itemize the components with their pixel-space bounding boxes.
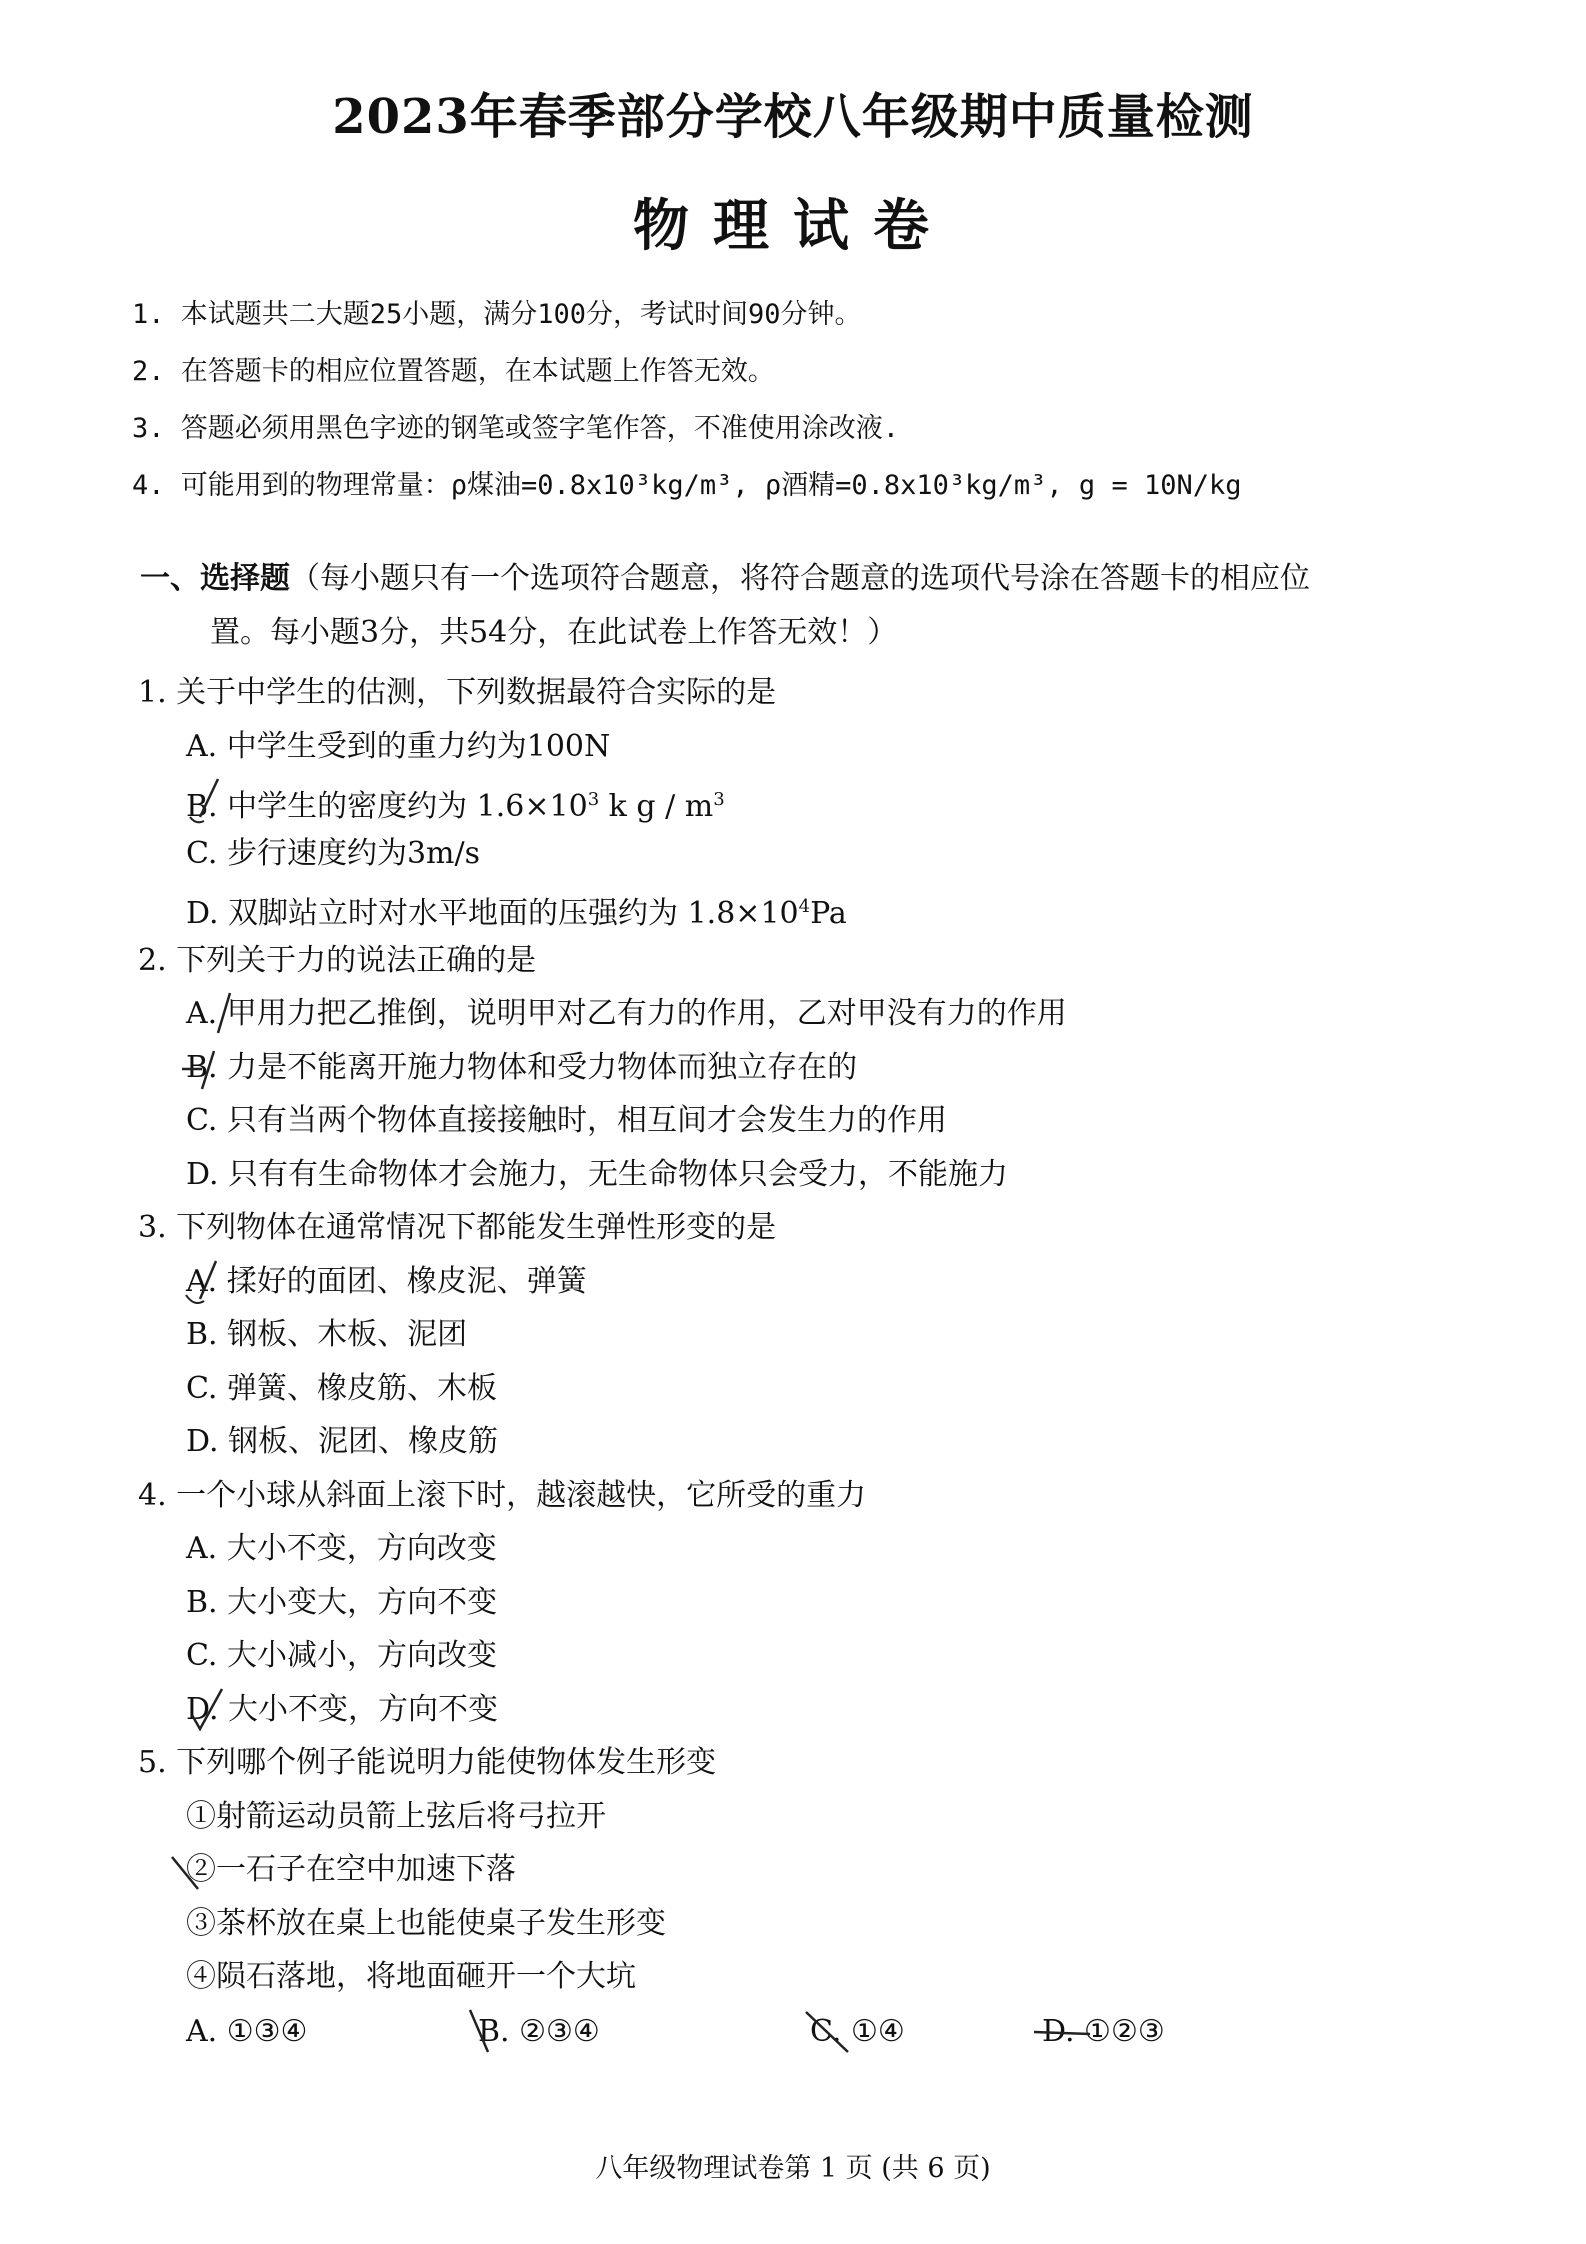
q4-stem: 4. 一个小球从斜面上滚下时，越滚越快，它所受的重力	[138, 1477, 867, 1513]
note-3: 3. 答题必须用黑色字迹的钢笔或签字笔作答，不准使用涂改液.	[132, 413, 900, 444]
q3-option-d: D. 钢板、泥团、橡皮筋	[186, 1424, 499, 1459]
q2-option-c: C. 只有当两个物体直接接触时，相互间才会发生力的作用	[186, 1103, 947, 1138]
q1-option-d-text: D. 双脚站立时对水平地面的压强约为 1.8×10	[186, 896, 799, 931]
q1-option-b-text: B. 中学生的密度约为 1.6×10	[186, 789, 588, 824]
section-header	[140, 552, 1450, 660]
q3-stem: 3. 下列物体在通常情况下都能发生弹性形变的是	[138, 1210, 777, 1245]
q5-option-c: C. ①④	[810, 2013, 905, 2049]
q5-options	[0, 2004, 1586, 2060]
q3-option-a	[0, 1255, 1586, 1309]
q5-stem: 5. 下列哪个例子能说明力能使物体发生形变	[138, 1745, 717, 1780]
section-instructions-b: 置。每小题3分，共54分，在此试卷上作答无效！）	[210, 615, 898, 650]
q4-option-c: C. 大小减小，方向改变	[186, 1638, 497, 1673]
q1-option-d-unit: Pa	[810, 896, 847, 931]
q5-option-d: D. ①②③	[1042, 2013, 1165, 2049]
q2-option-b-text: B. 力是不能离开施力物体和受力物体而独立存在的	[186, 1049, 858, 1085]
q2-option-d: D. 只有有生命物体才会施力，无生命物体只会受力，不能施力	[186, 1156, 1009, 1192]
q2-option-a-text: A. 甲用力把乙推倒，说明甲对乙有力的作用，乙对甲没有力的作用	[186, 996, 1067, 1031]
q1-option-a: A. 中学生受到的重力约为100N	[186, 728, 611, 764]
q1-option-b	[0, 773, 1586, 827]
q2-option-b	[0, 1041, 1586, 1095]
q5-option-a: A. ①③④	[186, 2013, 308, 2049]
q4-option-d-text: D. 大小不变，方向不变	[186, 1691, 499, 1727]
note-1: 1. 本试题共二大题25小题，满分100分，考试时间90分钟。	[132, 299, 862, 330]
q2-option-a	[0, 987, 1586, 1041]
section-instructions-a: （每小题只有一个选项符合题意，将符合题意的选项代号涂在答题卡的相应位	[290, 561, 1310, 596]
q3-option-a-text: A. 揉好的面团、橡皮泥、弹簧	[186, 1263, 587, 1299]
q1-option-b-unit: k g / m	[599, 789, 714, 824]
section-heading: 一、选择题	[140, 561, 290, 596]
q1-option-d-exponent: 4	[798, 896, 811, 917]
q3-option-b: B. 钢板、木板、泥团	[186, 1317, 468, 1352]
q1-option-b-exponent: 3	[587, 789, 600, 810]
exam-notes	[132, 286, 1512, 514]
q2-stem: 2. 下列关于力的说法正确的是	[138, 942, 537, 978]
exam-title: 2023年春季部分学校八年级期中质量检测	[332, 89, 1254, 145]
q3-option-c: C. 弹簧、橡皮筋、木板	[186, 1370, 497, 1406]
q5-option-b: B. ②③④	[478, 2013, 600, 2049]
page-footer: 八年级物理试卷第 1 页 (共 6 页)	[595, 2153, 991, 2184]
q1-option-d	[0, 880, 1586, 934]
q5-item-4: ④陨石落地，将地面砸开一个大坑	[186, 1959, 636, 1994]
questions	[0, 666, 1586, 2060]
note-2: 2. 在答题卡的相应位置答题，在本试题上作答无效。	[132, 356, 775, 387]
q5-item-2-text: ②一石子在空中加速下落	[186, 1852, 516, 1887]
q1-option-c: C. 步行速度约为3m/s	[186, 835, 480, 871]
note-4: 4. 可能用到的物理常量：ρ煤油=0.8x10³kg/m³, ρ酒精=0.8x10³kg/m³, g = 10N/kg	[132, 470, 1242, 501]
exam-subject: 物理试卷	[633, 193, 953, 259]
q4-option-b: B. 大小变大，方向不变	[186, 1584, 498, 1620]
q4-option-a: A. 大小不变，方向改变	[186, 1531, 497, 1566]
q5-item-2	[0, 1843, 1586, 1897]
q5-item-1: ①射箭运动员箭上弦后将弓拉开	[186, 1798, 606, 1834]
q4-option-d	[0, 1683, 1586, 1737]
q1-stem: 1. 关于中学生的估测，下列数据最符合实际的是	[138, 675, 777, 710]
section-line-1	[140, 552, 1450, 606]
q1-option-b-unit-exponent: 3	[713, 789, 725, 810]
q5-item-3: ③茶杯放在桌上也能使桌子发生形变	[186, 1905, 666, 1941]
